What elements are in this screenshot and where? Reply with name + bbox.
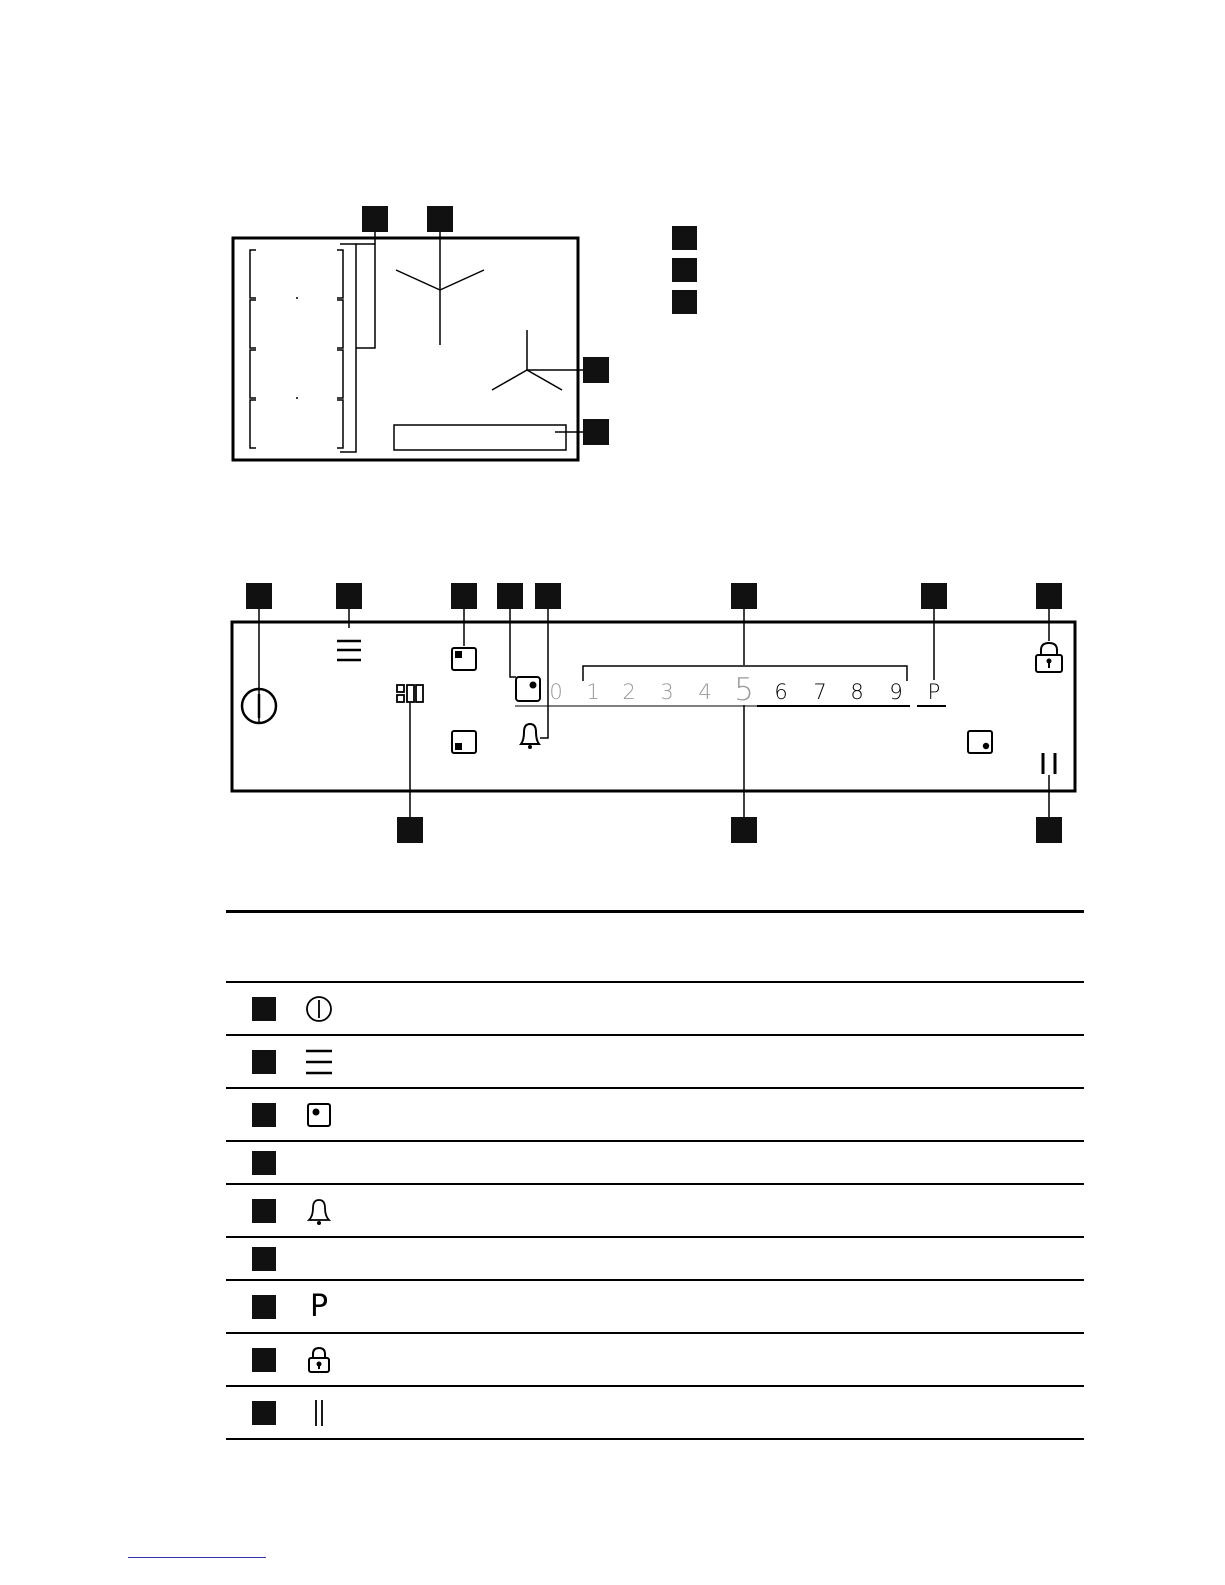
table-header-row — [226, 912, 1084, 983]
digit-2: 2 — [622, 680, 636, 704]
digit-4: 4 — [698, 680, 712, 704]
panel-callout-1 — [246, 583, 272, 609]
power-scale — [549, 672, 940, 708]
zone-star-small — [492, 330, 595, 390]
table-row — [226, 1333, 1084, 1386]
panel-callout-4 — [497, 583, 523, 609]
menu-icon — [304, 1047, 334, 1077]
table-row — [226, 1141, 1084, 1184]
panel-callout-11 — [1036, 817, 1062, 843]
callout-a — [362, 206, 388, 232]
digit-8: 8 — [850, 680, 864, 704]
table-row — [226, 1088, 1084, 1141]
legend-marker-3 — [672, 290, 697, 314]
zone-right-icon — [968, 731, 992, 753]
zone-front-left-icon — [452, 648, 476, 670]
panel-callout-6 — [731, 583, 757, 609]
callout-b — [427, 206, 453, 232]
bridge-icon — [397, 685, 423, 702]
hob-diagram — [233, 206, 697, 460]
pause-icon — [1043, 753, 1055, 774]
row-marker — [252, 1295, 276, 1319]
panel-callout-2 — [336, 583, 362, 609]
control-strip — [394, 425, 566, 450]
digit-1: 1 — [586, 680, 600, 704]
table-header — [226, 912, 1084, 983]
table-row — [226, 1386, 1084, 1439]
table-row — [226, 982, 1084, 1035]
panel-callout-8 — [1036, 583, 1062, 609]
footer-rule — [128, 1557, 266, 1558]
power-boost-label: P — [927, 680, 941, 704]
panel-callout-3 — [451, 583, 477, 609]
row-marker — [252, 1050, 276, 1074]
menu-icon — [337, 641, 361, 660]
row-marker — [252, 1199, 276, 1223]
digit-3: 3 — [660, 680, 674, 704]
digit-5: 5 — [734, 672, 754, 708]
row-marker — [252, 1103, 276, 1127]
left-zones — [250, 244, 375, 452]
timer-zone-icon — [516, 677, 540, 701]
panel-callout-9 — [397, 817, 423, 843]
control-panel-diagram — [232, 583, 1075, 843]
p-icon: P — [309, 1288, 329, 1324]
table-row — [226, 1035, 1084, 1088]
row-marker — [252, 997, 276, 1021]
on-off-icon — [242, 689, 276, 723]
description-table — [226, 910, 1084, 1440]
digit-0: 0 — [549, 680, 563, 704]
row-marker — [252, 1348, 276, 1372]
pause-icon — [304, 1398, 334, 1428]
table-row — [226, 1184, 1084, 1237]
on-off-icon — [304, 994, 334, 1024]
zone-select-icon — [304, 1100, 334, 1130]
callout-d — [583, 419, 609, 445]
table-row — [226, 1280, 1084, 1333]
row-marker — [252, 1401, 276, 1425]
panel-callout-10 — [731, 817, 757, 843]
zone-rear-left-icon — [452, 731, 476, 753]
digit-9: 9 — [889, 680, 903, 704]
bell-icon — [304, 1196, 334, 1226]
panel-callout-5 — [535, 583, 561, 609]
panel-callout-7 — [921, 583, 947, 609]
digit-7: 7 — [813, 680, 827, 704]
row-marker — [252, 1247, 276, 1271]
lock-icon — [304, 1345, 334, 1375]
lock-icon — [1036, 643, 1062, 672]
legend-marker-1 — [672, 226, 697, 250]
row-marker — [252, 1151, 276, 1175]
bell-icon — [521, 724, 539, 749]
table-row — [226, 1237, 1084, 1280]
legend-marker-2 — [672, 258, 697, 282]
digit-6: 6 — [774, 680, 788, 704]
callout-c — [583, 357, 609, 383]
